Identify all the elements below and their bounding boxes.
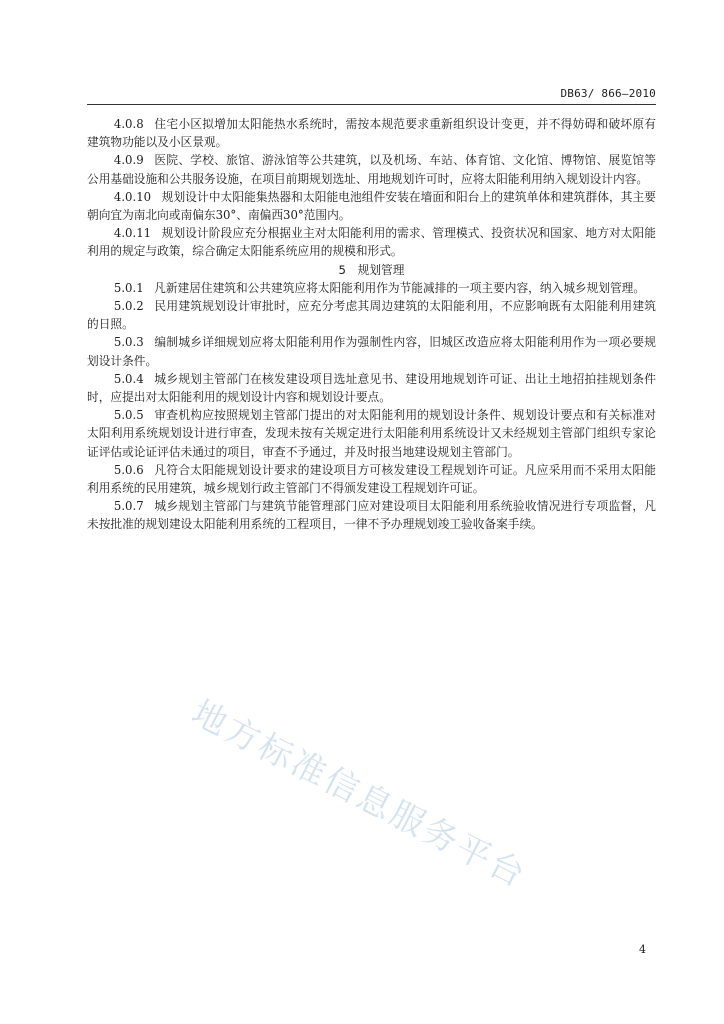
clause-text: 规划设计中太阳能集热器和太阳能电池组件安装在墙面和阳台上的建筑单体和建筑群体，其主要朝向宜为南北向或南偏东30°、南偏西30°范围内。 [87, 189, 656, 223]
clause-4-0-9 [87, 151, 656, 187]
clause-text: 编制城乡详细规划应将太阳能利用作为强制性内容，旧城区改造应将太阳能利用作为一项必要规划设计条件。 [87, 335, 656, 368]
clause-4-0-10 [87, 188, 656, 224]
clause-number: 5.0.6 [113, 462, 144, 477]
clause-number: 4.0.11 [113, 226, 152, 241]
clause-number: 4.0.8 [113, 117, 144, 131]
clause-5-0-3 [87, 333, 656, 369]
clause-text: 城乡规划主管部门在核发建设项目选址意见书、建设用地规划许可证、出让土地招拍挂规划条件时，应提出对太阳能利用的规划设计内容和规划设计要点。 [87, 371, 656, 405]
section-heading [87, 261, 656, 279]
section-title: 规划管理 [357, 262, 405, 277]
clause-text: 住宅小区拟增加太阳能热水系统时，需按本规范要求重新组织设计变更，并不得妨碍和破坏原有建筑物功能以及小区景观。 [87, 117, 656, 150]
clause-text: 规划设计阶段应充分根据业主对太阳能利用的需求、管理模式、投资状况和国家、地方对太阳能利用的规定与政策，综合确定太阳能系统应用的规模和形式。 [87, 226, 656, 259]
clause-5-0-1 [87, 279, 656, 297]
clause-5-0-7 [87, 497, 656, 533]
page-number: 4 [639, 943, 646, 956]
clause-4-0-8 [87, 115, 656, 151]
clause-number: 4.0.9 [113, 153, 144, 168]
clause-number: 5.0.1 [113, 280, 144, 295]
clause-text: 凡符合太阳能规划设计要求的建设项目方可核发建设工程规划许可证。凡应采用而不采用太阳能利用系统的民用建筑，城乡规划行政主管部门不得颁发建设工程规划许可证。 [87, 462, 656, 496]
clause-number: 5.0.2 [113, 299, 144, 314]
clause-5-0-5 [87, 406, 656, 461]
clause-number: 4.0.10 [113, 189, 152, 204]
clause-number: 5.0.4 [113, 371, 144, 386]
clause-5-0-2 [87, 297, 656, 333]
watermark-text: 地方标准信息服务平台 [185, 692, 534, 897]
clause-text: 凡新建居住建筑和公共建筑应将太阳能利用作为节能减排的一项主要内容，纳入城乡规划管理。 [154, 280, 646, 295]
clause-5-0-4 [87, 370, 656, 406]
clause-4-0-11 [87, 224, 656, 260]
document-body [87, 115, 656, 534]
clause-number: 5.0.5 [113, 408, 144, 423]
clause-5-0-6 [87, 461, 656, 497]
clause-text: 审查机构应按照规划主管部门提出的对太阳能利用的规划设计条件、规划设计要点和有关标准对太阳利用系统规划设计进行审查，发现未按有关规定进行太阳能利用系统设计又未经规划主管部门组织专家论证评估或论证评估未通过的项目，审查不予通过，并及时报当地建设规划主管部门。 [87, 408, 656, 459]
clause-number: 5.0.3 [113, 335, 144, 350]
clause-text: 医院、学校、旅馆、游泳馆等公共建筑，以及机场、车站、体育馆、文化馆、博物馆、展览馆等公用基础设施和公共服务设施，在项目前期规划选址、用地规划许可时，应将太阳能利用纳入规划设计内容。 [87, 153, 656, 186]
document-code: DB63/ 866—2010 [560, 87, 656, 100]
section-number: 5 [338, 262, 346, 277]
header-divider [87, 104, 656, 105]
clause-text: 民用建筑规划设计审批时，应充分考虑其周边建筑的太阳能利用，不应影响既有太阳能利用建筑的日照。 [87, 299, 656, 332]
clause-number: 5.0.7 [113, 499, 144, 514]
clause-text: 城乡规划主管部门与建筑节能管理部门应对建设项目太阳能利用系统验收情况进行专项监督，凡未按批准的规划建设太阳能利用系统的工程项目，一律不予办理规划竣工验收备案手续。 [87, 499, 656, 532]
